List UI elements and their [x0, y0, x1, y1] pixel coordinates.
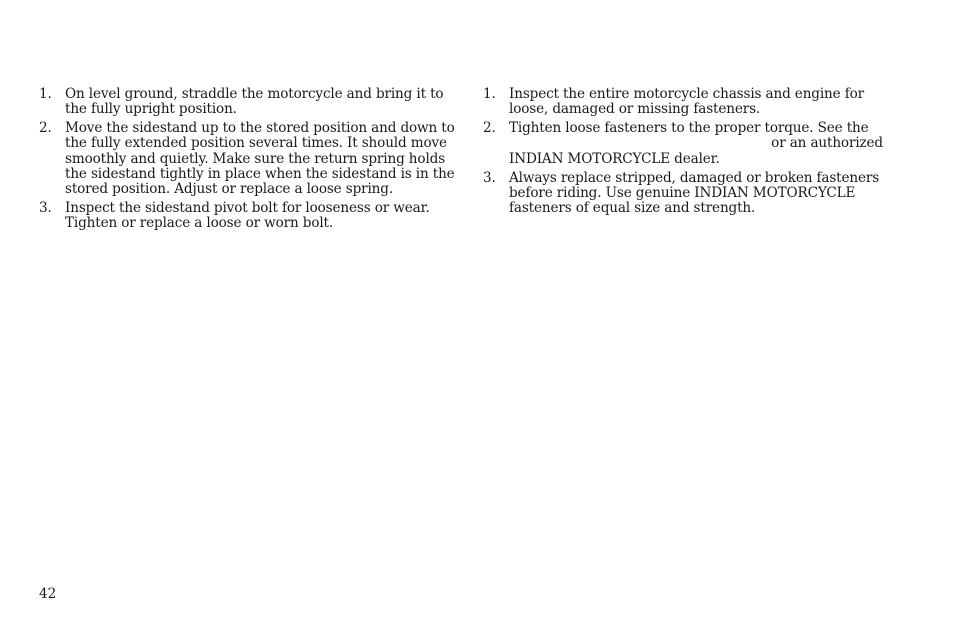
step-text: Inspect the entire motorcycle chassis and engine for loose, damaged or missing fasteners. [509, 86, 864, 118]
step-number: 1. [39, 86, 52, 102]
step-number: 1. [483, 86, 496, 102]
step-number: 3. [39, 200, 52, 217]
list-item [483, 87, 903, 117]
step-number: 2. [39, 120, 52, 137]
step-text: On level ground, straddle the motorcycle and bring it to the fully upright position. [65, 86, 444, 118]
step-text: Always replace stripped, damaged or broken fasteners before riding. Use genuine INDIAN MOTORCYCLE fasteners of equal size and strength. [509, 169, 880, 217]
step-number: 3. [483, 169, 496, 186]
step-number: 2. [483, 120, 496, 137]
step-text: Move the sidestand up to the stored position and down to the fully extended position several times. It should move smoothly and quietly. Make sure the return spring holds the sidestand tightly in place when the sidestand is in the stored position. Adjust or replace a loose spring. [65, 120, 455, 198]
sidestand-inspection-column [39, 87, 459, 235]
fastener-steps-list [483, 87, 903, 216]
step-text-after: or an authorized [771, 135, 883, 152]
fastener-inspection-column [483, 87, 903, 220]
list-item [39, 201, 459, 231]
list-item [483, 121, 903, 167]
list-item [39, 87, 459, 117]
list-item [39, 121, 459, 197]
list-item [483, 171, 903, 217]
step-text: Inspect the sidestand pivot bolt for looseness or wear. Tighten or replace a loose or worn bolt. [65, 200, 430, 232]
step-text-end: INDIAN MOTORCYCLE dealer. [509, 150, 720, 167]
step-text-before: Tighten loose fasteners to the proper torque. See the [509, 120, 869, 137]
page-number: 42 [39, 586, 57, 602]
sidestand-steps-list [39, 87, 459, 231]
